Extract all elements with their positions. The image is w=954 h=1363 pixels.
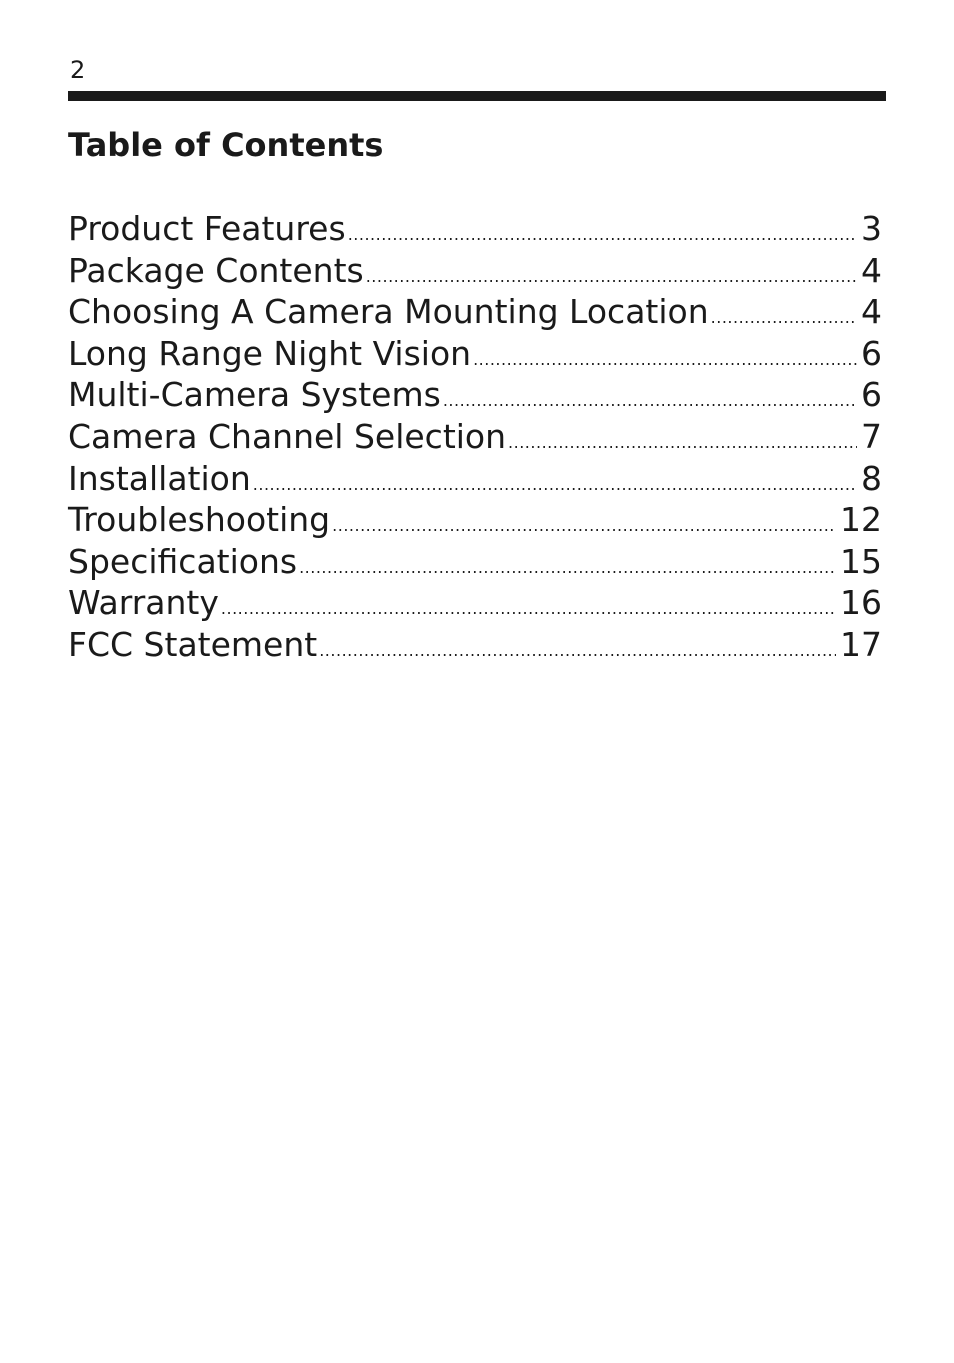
- toc-entry-label: Choosing A Camera Mounting Location: [68, 292, 709, 332]
- toc-entry-label: Specifications: [68, 541, 298, 581]
- dot-leader: [332, 505, 836, 547]
- toc-entry-channel-selection[interactable]: [68, 416, 882, 458]
- toc-entry-label: Long Range Night Vision: [68, 333, 472, 373]
- dot-leader: [508, 422, 857, 464]
- toc-entry-label: Warranty: [68, 583, 219, 623]
- toc-entry-specifications[interactable]: [68, 541, 882, 583]
- toc-entry-product-features[interactable]: [68, 208, 882, 250]
- toc-entry-label: Multi-Camera Systems: [68, 375, 441, 415]
- toc-entry-page: 12: [840, 500, 882, 540]
- page-title: Table of Contents: [68, 126, 384, 164]
- toc-entry-night-vision[interactable]: [68, 333, 882, 375]
- toc-entry-page: 3: [861, 209, 882, 248]
- toc-entry-label: Camera Channel Selection: [68, 416, 507, 456]
- toc-entry-label: Package Contents: [68, 250, 364, 290]
- dot-leader: [319, 630, 836, 672]
- dot-leader: [299, 547, 836, 589]
- toc-entry-page: 6: [861, 375, 882, 415]
- toc-entry-mounting-location[interactable]: [68, 291, 882, 333]
- toc-entry-warranty[interactable]: [68, 582, 882, 624]
- toc-entry-fcc-statement[interactable]: [68, 624, 882, 666]
- toc-entry-installation[interactable]: [68, 458, 882, 500]
- table-of-contents: [68, 208, 882, 666]
- toc-entry-page: 4: [861, 292, 882, 332]
- toc-entry-label: FCC Statement: [68, 624, 318, 664]
- dot-leader: [473, 339, 857, 381]
- toc-entry-page: 4: [861, 250, 882, 290]
- toc-entry-label: Product Features: [68, 209, 346, 248]
- toc-entry-page: 6: [861, 333, 882, 373]
- dot-leader: [253, 464, 857, 506]
- toc-entry-package-contents[interactable]: [68, 250, 882, 292]
- toc-entry-label: Troubleshooting: [68, 500, 331, 540]
- header-rule: [68, 91, 886, 101]
- toc-entry-troubleshooting[interactable]: [68, 499, 882, 541]
- dot-leader: [348, 214, 857, 256]
- toc-entry-multi-camera[interactable]: [68, 374, 882, 416]
- toc-entry-page: 7: [861, 416, 882, 456]
- toc-entry-page: 15: [840, 541, 882, 581]
- toc-entry-label: Installation: [68, 458, 251, 498]
- page-number: 2: [70, 56, 86, 84]
- dot-leader: [711, 297, 857, 339]
- toc-entry-page: 16: [840, 583, 882, 623]
- toc-entry-page: 8: [861, 458, 882, 498]
- toc-entry-page: 17: [840, 624, 882, 664]
